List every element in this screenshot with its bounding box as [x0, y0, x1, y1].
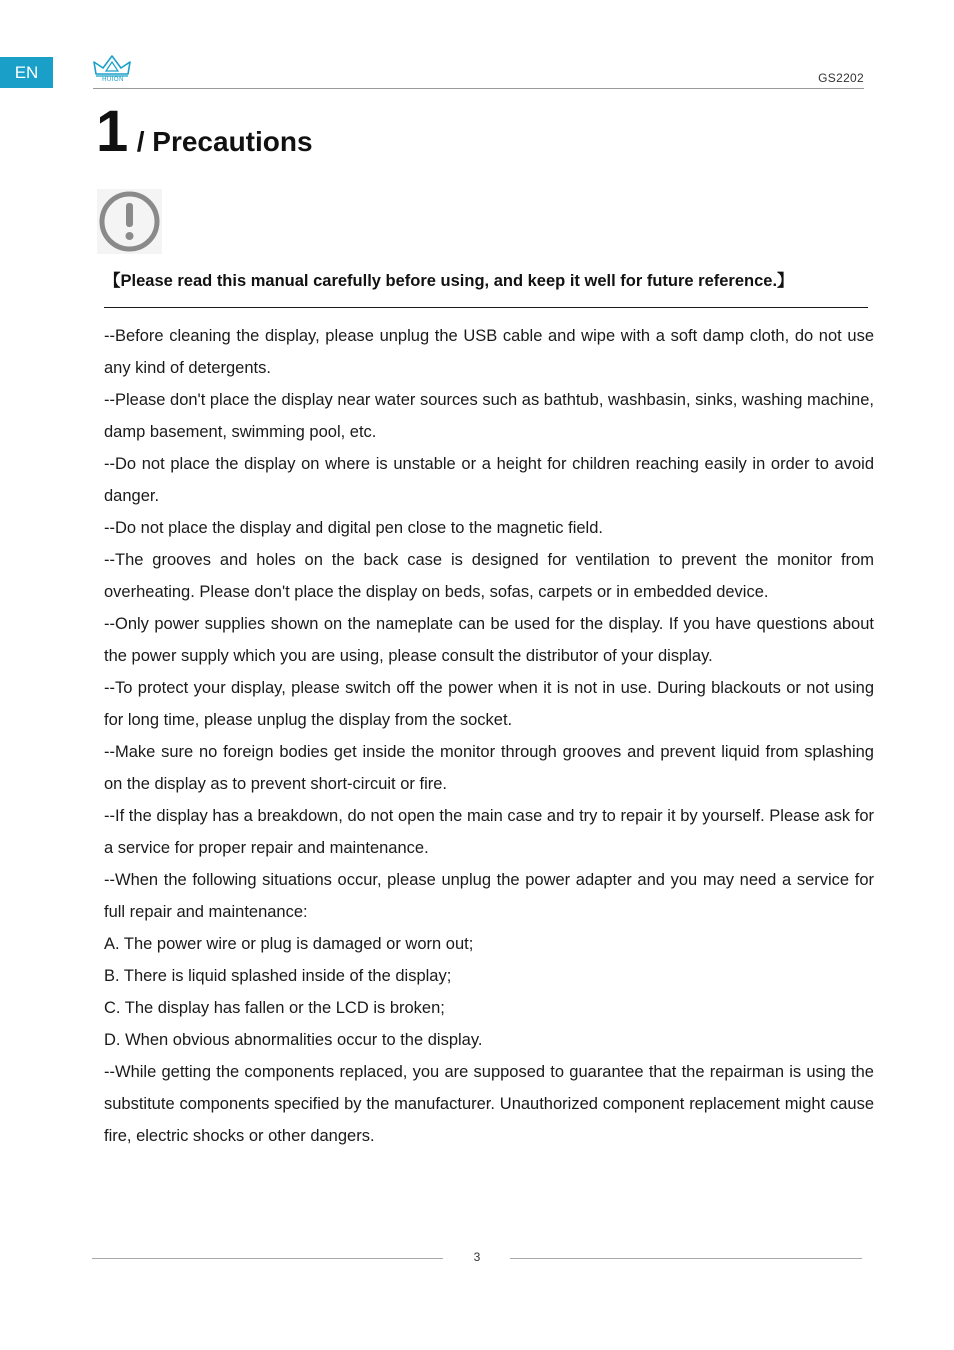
- model-number: GS2202: [818, 71, 864, 85]
- paragraph: --Do not place the display on where is unstable or a height for children reaching easily in order to avoid danger.: [104, 455, 874, 505]
- list-item: A. The power wire or plug is damaged or worn out;: [104, 935, 474, 953]
- list-item: C. The display has fallen or the LCD is broken;: [104, 999, 445, 1017]
- paragraph: --Before cleaning the display, please unplug the USB cable and wipe with a soft damp cloth, do not use any kind of detergents.: [104, 327, 874, 377]
- language-tab: EN: [0, 57, 53, 88]
- footer-divider-right: [510, 1258, 862, 1259]
- paragraph: --Make sure no foreign bodies get inside the monitor through grooves and prevent liquid from splashing on the display as to prevent short-circuit or fire.: [104, 743, 874, 793]
- exclamation-circle-icon: [97, 189, 162, 254]
- paragraph: --If the display has a breakdown, do not open the main case and try to repair it by yourself. Please ask for a service for proper repair and maintenance.: [104, 807, 874, 857]
- header-divider: [93, 88, 864, 89]
- notice-text: 【Please read this manual carefully before using, and keep it well for future reference.】: [104, 272, 794, 290]
- list-item: D. When obvious abnormalities occur to the display.: [104, 1031, 483, 1049]
- list-item: B. There is liquid splashed inside of the display;: [104, 967, 452, 985]
- paragraph: --When the following situations occur, please unplug the power adapter and you may need a service for full repair and maintenance:: [104, 871, 874, 921]
- footer-divider-left: [92, 1258, 443, 1259]
- chapter-number: 1: [96, 99, 129, 164]
- paragraph: --Please don't place the display near water sources such as bathtub, washbasin, sinks, washing machine, damp basement, swimming pool, etc.: [104, 391, 874, 441]
- paragraph: --To protect your display, please switch off the power when it is not in use. During blackouts or not using for long time, please unplug the display from the socket.: [104, 679, 874, 729]
- notice-divider: [104, 307, 868, 308]
- paragraph: --Do not place the display and digital pen close to the magnetic field.: [104, 519, 603, 537]
- brand-name: HUION: [102, 77, 124, 83]
- chapter-title: / Precautions: [136, 126, 313, 157]
- paragraph: --The grooves and holes on the back case is designed for ventilation to prevent the monitor from overheating. Please don't place the display on beds, sofas, carpets or in embedded device.: [104, 551, 874, 601]
- chapter-heading: [96, 98, 313, 165]
- precautions-list: [104, 320, 874, 1152]
- paragraph: --Only power supplies shown on the nameplate can be used for the display. If you have questions about the power supply which you are using, please consult the distributor of your display.: [104, 615, 874, 665]
- page-number: 3: [473, 1250, 481, 1264]
- paragraph: --While getting the components replaced, you are supposed to guarantee that the repairman is using the substitute components specified by the manufacturer. Unauthorized component replacement might cause fire, electric shocks or other dangers.: [104, 1063, 874, 1145]
